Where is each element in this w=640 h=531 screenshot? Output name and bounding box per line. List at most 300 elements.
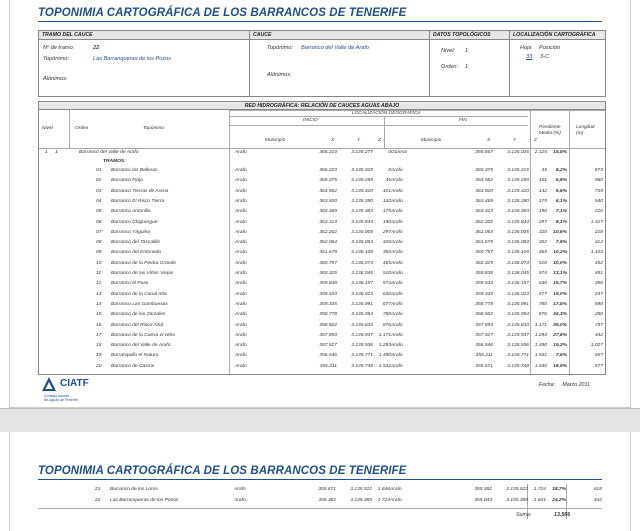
- cell-m2: Arafo: [391, 209, 403, 215]
- cell-p: 10,2%: [553, 250, 567, 256]
- cell-y1: 3.135.748: [351, 363, 373, 369]
- col-toponimo: Topónimo: [143, 126, 164, 131]
- cell-z1: 142: [382, 198, 391, 204]
- cell-x2: 359.335: [475, 291, 493, 297]
- ciatf-logo-name: CIATF: [60, 378, 89, 389]
- main-z-fin: 2.125: [534, 150, 547, 155]
- cell-x1: 356.211: [319, 363, 337, 369]
- cell-m2: Arafo: [391, 322, 403, 328]
- cell-x2: 356.211: [475, 353, 493, 359]
- cell-z1: 45: [385, 178, 391, 184]
- cell-m1: Arafo: [235, 178, 247, 184]
- cell-y2: 3.136.157: [507, 281, 529, 287]
- cell-y2: 3.135.936: [507, 343, 529, 349]
- cell-m1: Arafo: [235, 219, 247, 225]
- cell-y2: 3.136.083: [507, 240, 529, 246]
- cell-m2: Arafo: [391, 301, 403, 307]
- cell-t: Barranco Antonillo: [111, 209, 151, 215]
- cell-y2: 3.136.074: [507, 260, 529, 266]
- cell-x2: 358.502: [475, 312, 493, 318]
- page-title: TOPONIMIA CARTOGRÁFICA DE LOS BARRANCOS DE TENERIFE: [38, 465, 407, 477]
- cell-n: 17: [96, 332, 102, 338]
- cell-y1: 3.136.005: [351, 229, 373, 235]
- main-toponimo: Barranco del Valle de Arafo: [79, 150, 139, 155]
- cell-y2: 3.135.389: [506, 498, 528, 503]
- cell-n: 22: [95, 498, 101, 503]
- cell-x1: 355.671: [318, 487, 336, 492]
- cell-m1: Arafo: [235, 198, 247, 204]
- cell-x2: 362.202: [475, 219, 493, 225]
- cell-x2: 358.778: [475, 301, 493, 307]
- cell-p: 18,9%: [553, 363, 567, 369]
- toponimo-label: Topónimo:: [43, 56, 69, 62]
- cell-n: 11: [96, 271, 102, 276]
- cell-m2: Arafo: [391, 229, 403, 235]
- document-page-1: [9, 0, 631, 408]
- cell-y1: 3.135.259: [351, 178, 373, 184]
- cell-y1: 3.135.329: [351, 168, 373, 173]
- cell-z2: 1.831: [533, 498, 546, 503]
- cell-m1: Arafo: [235, 240, 247, 246]
- cell-m2: Arafo: [391, 343, 403, 349]
- cell-n: 18: [96, 343, 102, 349]
- cell-m1: Arafo: [234, 498, 246, 503]
- cell-y1: 3.136.109: [351, 250, 373, 256]
- cell-z2: 876: [538, 312, 547, 318]
- cell-l: 218: [594, 229, 603, 235]
- cell-y2: 3.135.420: [507, 188, 529, 194]
- cell-n: 13: [96, 291, 102, 297]
- cell-l: 739: [594, 188, 603, 194]
- cell-y1: 3.136.157: [351, 281, 373, 287]
- cell-z1: 352: [382, 250, 391, 256]
- ciatf-logo-sub2: de Aguas de Tenerife: [44, 398, 78, 402]
- table-title: RED HIDROGRÁFICA: RELACIÓN DE CAUCES AGUAS ABAJO: [39, 102, 605, 110]
- cell-y2: 3.136.045: [507, 271, 529, 276]
- cell-z1: 630: [382, 291, 391, 297]
- main-y-fin: 3.135.026: [507, 150, 529, 155]
- cell-z1: 574: [382, 281, 391, 287]
- red-hidrografica-table: [38, 101, 606, 375]
- title-rule: [38, 479, 602, 480]
- cell-x2: 359.838: [475, 271, 493, 276]
- page-title: TOPONIMIA CARTOGRÁFICA DE LOS BARRANCOS DE TENERIFE: [38, 7, 407, 19]
- cell-x1: 357.893: [319, 332, 337, 338]
- col-orden: Orden: [75, 126, 89, 131]
- cell-l: 540: [594, 198, 603, 204]
- main-y-inicio: 3.135.277: [351, 150, 373, 155]
- cell-x1: 363.920: [319, 198, 337, 204]
- cell-x1: 358.778: [319, 312, 337, 318]
- cell-l: 452: [594, 260, 603, 266]
- main-nivel: 1: [45, 150, 48, 155]
- cell-l: 412: [594, 240, 603, 246]
- cell-z2: 297: [538, 219, 547, 225]
- cell-y1: 3.136.083: [351, 240, 373, 246]
- cell-p: 18,7%: [552, 487, 566, 492]
- cell-m1: Arafo: [235, 209, 247, 215]
- ciatf-logo-icon: [40, 376, 58, 394]
- cell-m1: Arafo: [235, 271, 247, 276]
- cell-z2: 352: [538, 240, 547, 246]
- cell-y1: 3.135.389: [350, 498, 372, 503]
- cell-z1: 465: [382, 260, 391, 266]
- cell-m1: Arafo: [235, 312, 247, 318]
- cell-x1: 360.325: [319, 271, 337, 276]
- cell-x1: 361.679: [319, 250, 337, 256]
- cell-m1: Arafo: [235, 281, 247, 287]
- page-gap: [0, 408, 640, 432]
- cell-z1: 1.532: [378, 363, 391, 369]
- cell-z1: 175: [382, 209, 391, 215]
- cell-p: 5,5%: [555, 188, 567, 194]
- cell-z2: 574: [538, 271, 547, 276]
- cell-l: 280: [594, 312, 603, 318]
- col-municipio-inicio: Municipio: [265, 138, 286, 143]
- cell-n: 21: [95, 487, 101, 492]
- cell-m1: Arafo: [235, 363, 247, 369]
- cell-m2: Arafo: [391, 178, 403, 184]
- posicion-label: Posición: [539, 45, 561, 51]
- cell-y2: 3.135.771: [507, 353, 529, 359]
- cell-z1: 1.171: [378, 332, 391, 338]
- tramo-section-title: TRAMO DEL CAUCE: [42, 32, 93, 38]
- cell-y2: 3.135.215: [507, 168, 529, 173]
- cell-n: 20: [96, 363, 102, 369]
- cell-x2: 361.679: [475, 240, 493, 246]
- cell-p: 10,6%: [553, 229, 567, 235]
- cell-z2: 1.724: [533, 487, 546, 492]
- cell-m1: Arafo: [234, 487, 246, 492]
- cell-t: Barranco el Paso: [111, 281, 149, 287]
- cell-m2: Arafo: [391, 363, 403, 369]
- col-x-inicio: X: [331, 138, 335, 143]
- cell-y1: 3.135.954: [351, 312, 373, 318]
- cell-m2: Arafo: [391, 168, 403, 173]
- cell-x1: 362.202: [319, 229, 337, 235]
- cell-y1: 3.136.045: [351, 271, 373, 276]
- toponimo-value: Las Barranqueras de los Pozos: [93, 56, 172, 62]
- cell-z1: 1.646: [377, 487, 390, 492]
- cell-y2: 3.135.954: [507, 312, 529, 318]
- cell-t: Barranco Tierras de Arena: [111, 188, 169, 194]
- datos-section-title: DATOS TOPOLÓGICOS: [433, 32, 491, 38]
- cell-l: 491: [594, 271, 603, 276]
- cell-p: 13,1%: [553, 271, 567, 276]
- cell-n: 16: [96, 322, 102, 328]
- cell-x2: 365.375: [475, 168, 493, 173]
- main-x-inicio: 366.223: [319, 150, 337, 155]
- hoja-label: Hoja: [520, 45, 532, 51]
- cell-m1: Arafo: [235, 353, 247, 359]
- cell-y1: 3.136.023: [351, 291, 373, 297]
- cell-z1: 0: [388, 168, 391, 173]
- cell-t: Barranco Chiguergue: [111, 219, 158, 225]
- col-pendiente: Pendiente Media (%): [539, 125, 561, 136]
- cell-y1: 3.135.937: [351, 332, 373, 338]
- cell-l: 960: [594, 178, 603, 184]
- cell-y2: 3.135.748: [507, 363, 529, 369]
- cell-p: 19,0%: [553, 291, 567, 297]
- cell-x1: 364.582: [319, 188, 337, 194]
- cell-p: 39,0%: [553, 322, 567, 328]
- cell-z2: 45: [541, 168, 547, 173]
- cell-y2: 3.136.023: [507, 291, 529, 297]
- nivel-value: 1: [465, 48, 469, 54]
- cell-l: 1.317: [590, 219, 603, 225]
- tramo-header-box: [38, 30, 606, 97]
- cell-t: Barranco Yáguina: [111, 229, 151, 235]
- cell-z1: 190: [382, 219, 391, 225]
- cell-z1: 297: [382, 229, 391, 235]
- cell-m1: Arafo: [235, 229, 247, 235]
- cell-m1: Arafo: [235, 332, 247, 338]
- cell-n: 05: [96, 209, 102, 215]
- cell-m2: Arafo: [391, 291, 403, 297]
- cell-t: Barranco del Risco Azul: [111, 322, 164, 328]
- cell-m2: Arafo: [391, 260, 403, 266]
- n-tramo-value: 22: [93, 45, 100, 51]
- cell-p: 19,2%: [553, 343, 567, 349]
- cell-x1: 360.757: [319, 260, 337, 266]
- alonimos-label: Alónimos:: [43, 76, 68, 82]
- cell-l: 873: [594, 168, 603, 173]
- cell-m1: Arafo: [235, 260, 247, 266]
- suma-label: Suma:: [516, 512, 532, 518]
- cell-t: Barranco de los Loros: [110, 487, 158, 492]
- cell-t: Barranco del Entonedo: [111, 250, 162, 256]
- cell-m2: Arafo: [391, 281, 403, 287]
- cell-y2: 3.136.109: [507, 250, 529, 256]
- cell-x2: 359.533: [475, 281, 493, 287]
- cell-z1: 510: [382, 271, 391, 276]
- cell-z2: 1.532: [534, 353, 547, 359]
- cell-t: Las Barranqueras de los Pozos: [110, 498, 179, 503]
- cell-z1: 1.724: [377, 498, 390, 503]
- fecha-label: Fecha:: [538, 382, 556, 388]
- col-y-fin: Y: [513, 138, 517, 143]
- cell-x2: 363.469: [475, 198, 493, 204]
- main-municipio-inicio: Arafo: [235, 150, 247, 155]
- cell-n: 09: [96, 250, 102, 256]
- cell-t: Barranco las Balleras: [111, 168, 158, 173]
- cell-t: Barranquillo el Naturo: [111, 353, 159, 359]
- cell-z2: 780: [538, 301, 547, 307]
- cell-m1: Arafo: [235, 301, 247, 307]
- cell-y1: 3.135.420: [351, 188, 373, 194]
- cell-y1: 3.135.936: [351, 343, 373, 349]
- cell-n: 04: [96, 198, 102, 204]
- cell-x1: 362.064: [319, 240, 337, 246]
- cell-y2: 3.135.833: [507, 322, 529, 328]
- cell-y2: 3.135.280: [507, 198, 529, 204]
- cell-x2: 357.527: [475, 332, 493, 338]
- cell-x2: 355.044: [474, 498, 492, 503]
- cell-m2: Arafo: [391, 271, 403, 276]
- cell-p: 7,8%: [555, 240, 567, 246]
- cell-l: 577: [594, 363, 603, 369]
- cell-x1: 365.375: [319, 178, 337, 184]
- tramos-label: TRAMOS:: [103, 159, 126, 164]
- cell-p: 7,1%: [555, 209, 567, 215]
- cell-t: Barranco del Valle de Arafo: [111, 343, 171, 349]
- main-orden: 1: [55, 150, 58, 155]
- cell-y2: 3.135.383: [507, 209, 529, 215]
- cell-n: 07: [96, 229, 102, 235]
- main-x-fin: 355.667: [475, 150, 493, 155]
- cell-l: 557: [594, 353, 603, 359]
- cell-m2: Arafo: [391, 219, 403, 225]
- cell-n: 19: [96, 353, 102, 359]
- cell-y1: 3.136.074: [351, 260, 373, 266]
- cell-n: 06: [96, 219, 102, 225]
- cell-n: 02: [96, 178, 102, 184]
- main-municipio-fin: Güímar: [391, 150, 408, 155]
- cell-z2: 510: [538, 260, 547, 266]
- loc-section-title: LOCALIZACIÓN CARTOGRÁFICA: [513, 32, 596, 38]
- main-pendiente: 15,5%: [553, 150, 567, 155]
- cell-t: Barranco de los Zarzales: [111, 312, 166, 318]
- col-y-inicio: Y: [357, 138, 361, 143]
- cell-l: 618: [593, 487, 602, 492]
- cell-p: 34,3%: [553, 312, 567, 318]
- col-municipio-fin: Municipio: [421, 138, 442, 143]
- cell-y2: 3.135.937: [507, 332, 529, 338]
- suma-value: 13.566: [554, 512, 571, 518]
- cell-l: 442: [593, 498, 602, 503]
- cell-z1: 876: [382, 322, 391, 328]
- cell-z2: 190: [538, 209, 547, 215]
- cell-n: 01: [96, 168, 102, 173]
- cell-m1: Arafo: [235, 291, 247, 297]
- cell-z2: 142: [538, 188, 547, 194]
- cell-z2: 465: [538, 250, 547, 256]
- cell-l: 590: [594, 301, 603, 307]
- cell-n: 03: [96, 188, 102, 194]
- cell-y2: 3.135.522: [506, 487, 528, 492]
- cell-l: 1.027: [590, 343, 603, 349]
- cell-t: Barranco El Risco Tierra: [111, 198, 165, 204]
- hoja-link[interactable]: 33: [526, 54, 533, 60]
- cell-z2: 677: [538, 291, 547, 297]
- col-z-fin: Z: [534, 138, 537, 143]
- cell-t: Barranco de la Cueva el Nitro: [111, 332, 176, 338]
- cell-p: 15,7%: [553, 281, 567, 287]
- cell-y1: 3.135.522: [350, 487, 372, 492]
- cell-z2: 1.490: [534, 343, 547, 349]
- cell-l: 210: [594, 209, 603, 215]
- cell-l: 1.103: [590, 250, 603, 256]
- cell-z1: 1.490: [378, 353, 391, 359]
- cell-m2: Arafo: [391, 353, 403, 359]
- cell-t: Barranco de las Viñas Viejas: [111, 271, 174, 276]
- cell-x1: 355.382: [318, 498, 336, 503]
- cell-m1: Arafo: [235, 343, 247, 349]
- cauce-alonimos-label: Alónimos:: [267, 72, 292, 78]
- col-x-fin: X: [487, 138, 491, 143]
- cell-z1: 101: [382, 188, 391, 194]
- cell-z2: 1.646: [534, 363, 547, 369]
- cell-y2: 3.136.005: [507, 229, 529, 235]
- cell-z2: 320: [538, 229, 547, 235]
- title-rule: [38, 21, 602, 22]
- nivel-label: Nivel:: [441, 48, 455, 54]
- cell-l: 757: [594, 322, 603, 328]
- cell-x2: 363.313: [475, 209, 493, 215]
- cell-y2: 3.135.844: [507, 219, 529, 225]
- cell-x1: 359.533: [319, 291, 337, 297]
- cell-x1: 358.502: [319, 322, 337, 328]
- cell-z2: 101: [538, 178, 547, 184]
- posicion-value: 3-C: [540, 54, 550, 60]
- cell-x2: 364.582: [475, 178, 493, 184]
- cell-p: 6,1%: [555, 198, 567, 204]
- cell-x1: 363.313: [319, 219, 337, 225]
- cell-y1: 3.135.833: [351, 322, 373, 328]
- cell-x1: 359.335: [319, 301, 337, 307]
- cell-l: 442: [594, 332, 603, 338]
- cell-m2: Arafo: [391, 198, 403, 204]
- cell-x2: 356.546: [475, 343, 493, 349]
- fecha-value: Marzo 2011: [562, 382, 590, 388]
- loc-geo-header: LOCALIZACIÓN GEOGRÁFICA: [352, 111, 421, 116]
- cell-y1: 3.135.991: [351, 301, 373, 307]
- cell-z2: 1.171: [534, 322, 547, 328]
- cell-m1: Arafo: [235, 250, 247, 256]
- cell-x1: 363.469: [319, 209, 337, 215]
- cauce-toponimo-value: Barranco del Valle de Arafo: [301, 45, 369, 51]
- cell-x1: 357.527: [319, 343, 337, 349]
- cell-t: Barranco de Casme: [111, 363, 155, 369]
- cell-p: 7,5%: [555, 353, 567, 359]
- cell-z2: 175: [538, 198, 547, 204]
- cell-m2: Arafo: [391, 312, 403, 318]
- inicio-header: INICIO: [303, 118, 318, 123]
- cell-t: Barranco de la Piedra Grande: [111, 260, 176, 266]
- cell-y1: 3.135.844: [351, 219, 373, 225]
- cell-z1: 677: [382, 301, 391, 307]
- cell-l: 356: [594, 281, 603, 287]
- cell-x2: 360.757: [475, 250, 493, 256]
- cell-n: 12: [96, 281, 102, 287]
- cell-p: 17,5%: [553, 301, 567, 307]
- cell-y1: 3.135.383: [351, 209, 373, 215]
- cell-m1: Arafo: [235, 322, 247, 328]
- cell-n: 10: [96, 260, 102, 266]
- cell-y2: 3.135.991: [507, 301, 529, 307]
- cell-x2: 360.325: [475, 260, 493, 266]
- ciatf-logo-sub1: Consejo Insular: [44, 394, 69, 398]
- cell-z1: 320: [382, 240, 391, 246]
- n-tramo-label: Nº de tramo:: [43, 45, 75, 51]
- cell-z2: 1.293: [534, 332, 547, 338]
- cauce-section-title: CAUCE: [253, 32, 272, 38]
- document-page-2: [9, 432, 631, 531]
- cell-p: 10,0%: [553, 260, 567, 266]
- cell-p: 5,8%: [555, 178, 567, 184]
- col-nivel: Nivel: [42, 126, 53, 131]
- cell-z1: 1.293: [378, 343, 391, 349]
- col-longitud: Longitud (m): [576, 125, 595, 136]
- cell-p: 8,1%: [555, 219, 567, 225]
- cell-x2: 363.920: [475, 188, 493, 194]
- cell-x1: 356.546: [319, 353, 337, 359]
- cell-p: 5,2%: [555, 168, 567, 173]
- cell-t: Barranco Fiajo: [111, 178, 143, 184]
- cell-z1: 780: [382, 312, 391, 318]
- cell-t: Barranco de la Canal Alta: [111, 291, 167, 297]
- cell-p: 24,2%: [552, 498, 566, 503]
